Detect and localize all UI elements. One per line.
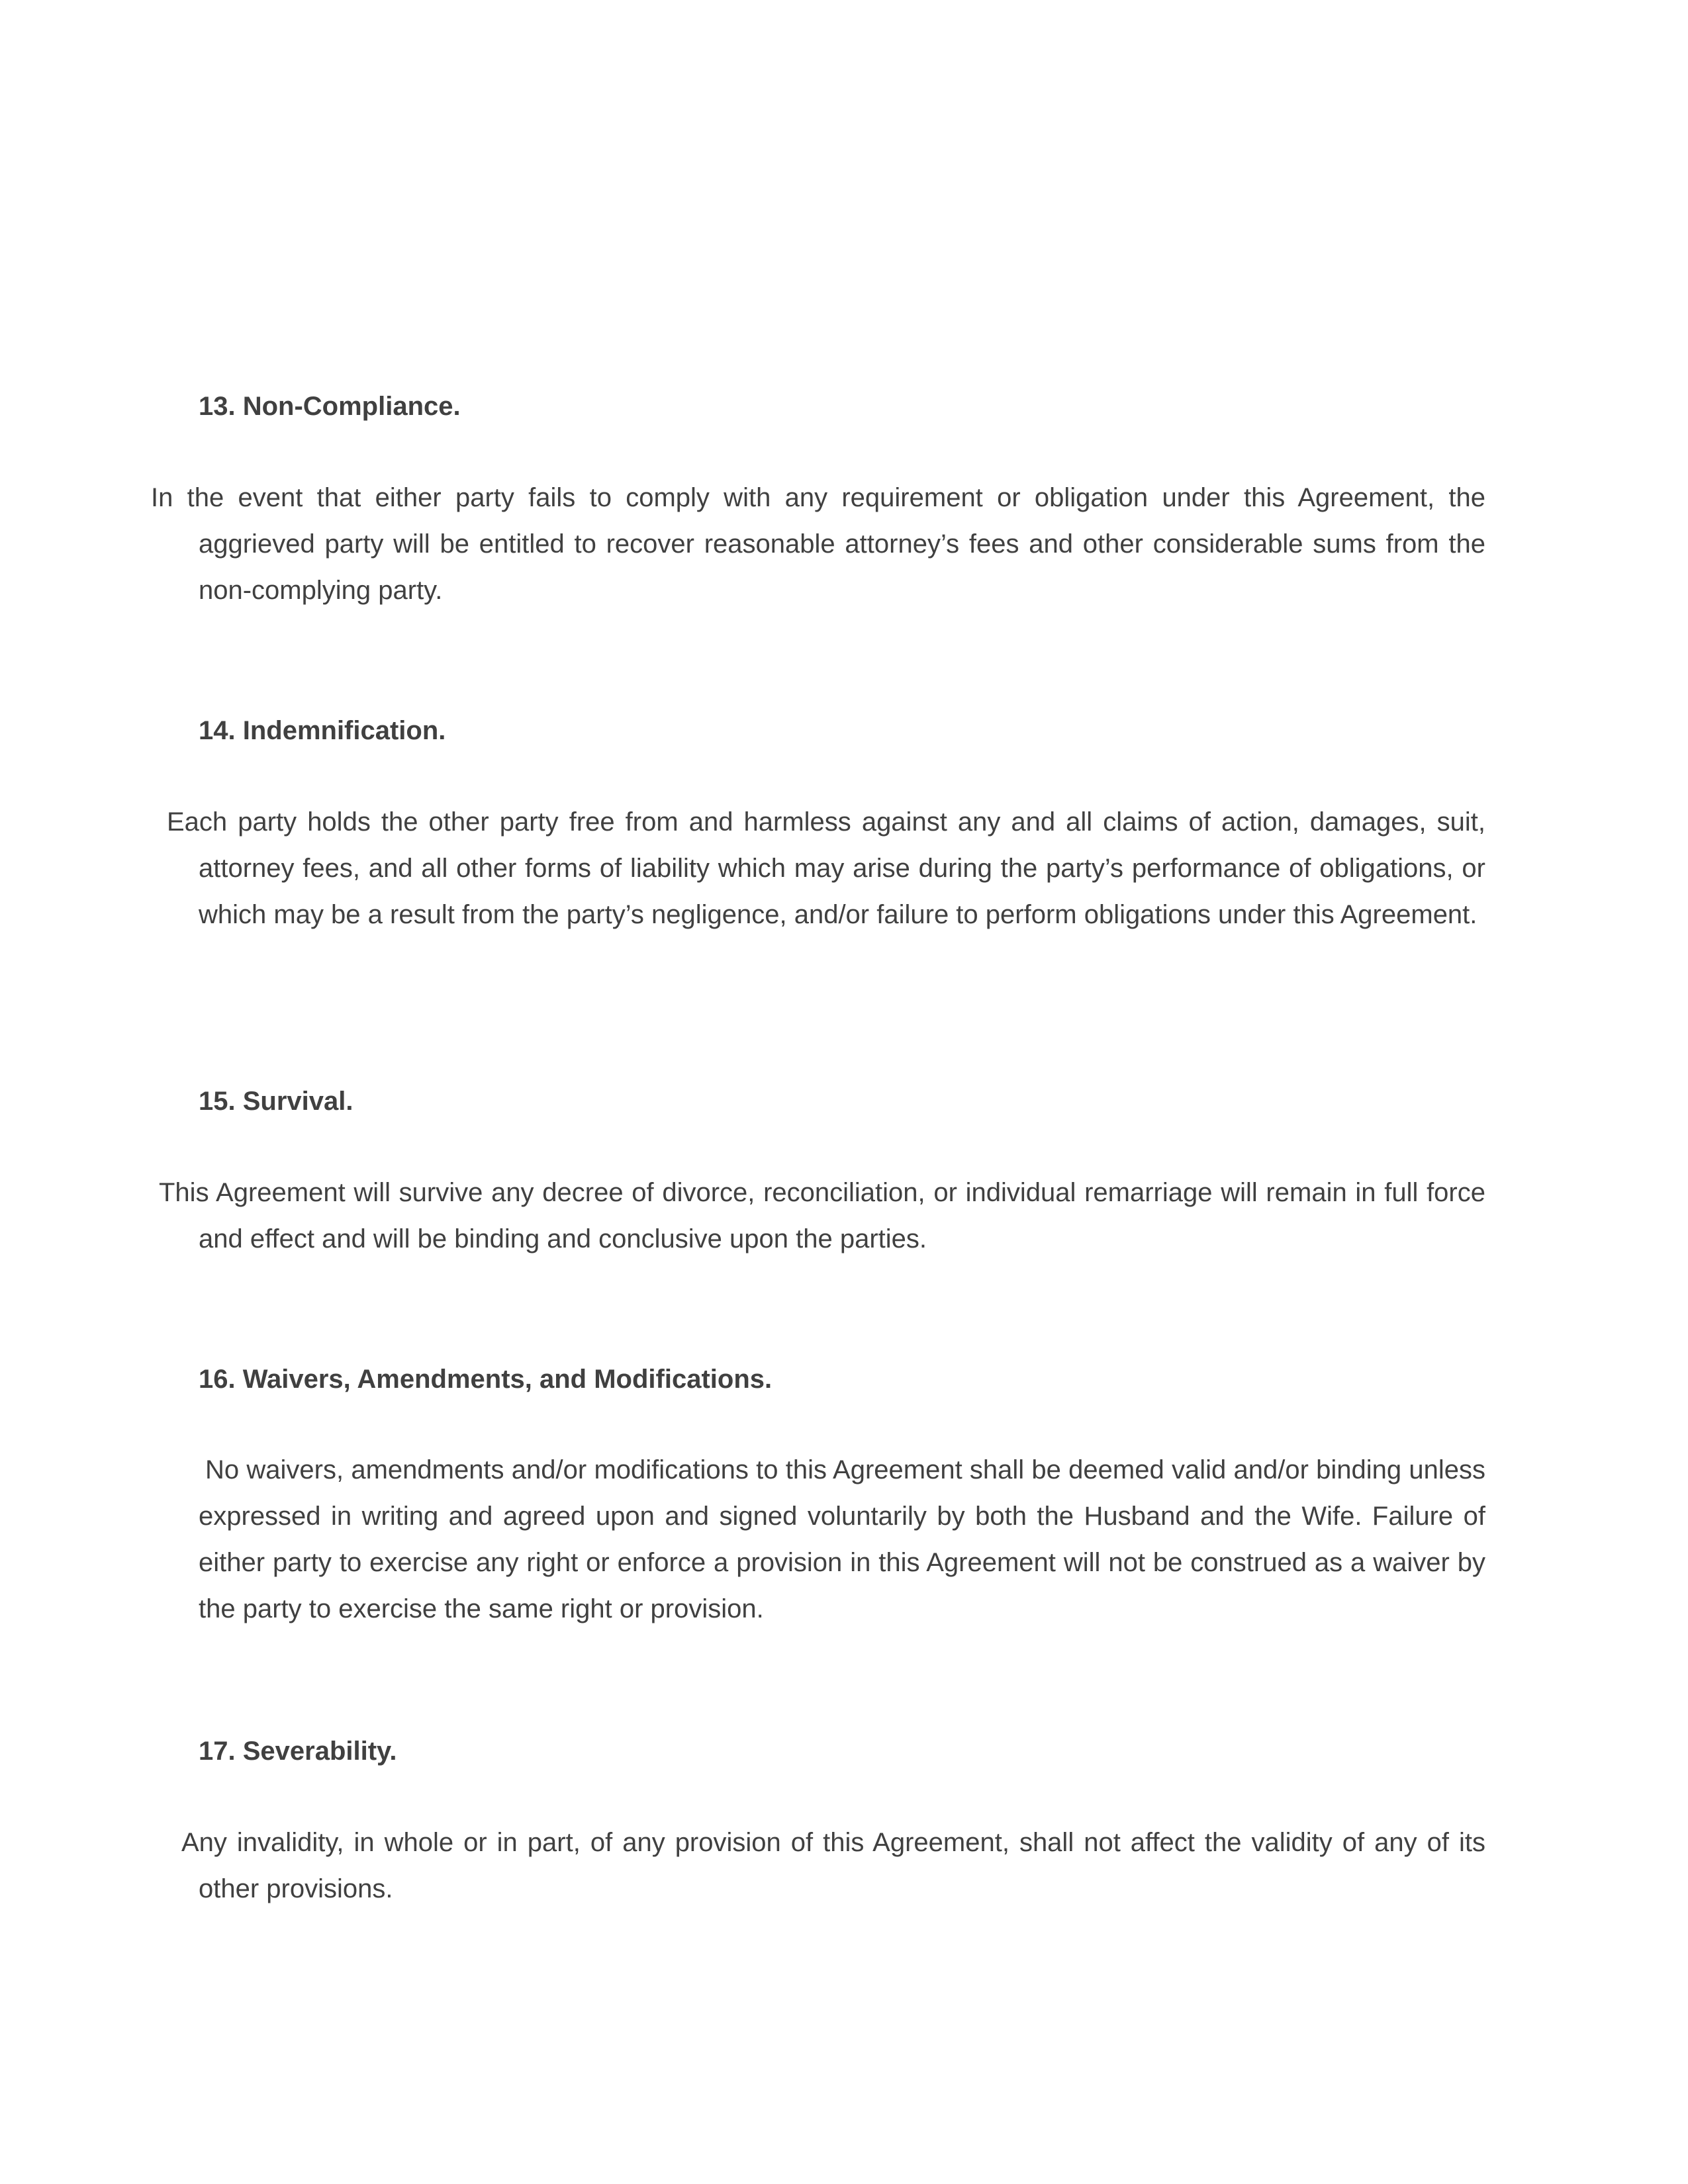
section-heading-indemnification: 14. Indemnification. (199, 716, 446, 745)
section-body-indemnification: Each party holds the other party free from and harmless against any and all claims of action, damages, suit, attorney fees, and all other forms of liability which may arise during the party’s performance of obligations, or which may be a result from the party’s negligence, and/or failure to perform obligations under this Agreement. (167, 807, 1485, 929)
section-body-severability: Any invalidity, in whole or in part, of any provision of this Agreement, shall not affect the validity of any of its other provisions. (181, 1828, 1485, 1903)
section-heading-survival: 15. Survival. (199, 1087, 353, 1116)
section-heading-waivers: 16. Waivers, Amendments, and Modifications. (199, 1365, 773, 1394)
section-body-survival: This Agreement will survive any decree of divorce, reconciliation, or individual remarriage will remain in full force and effect and will be binding and conclusive upon the parties. (159, 1178, 1485, 1253)
section-body-non-compliance: In the event that either party fails to comply with any requirement or obligation under this Agreement, the aggrieved party will be entitled to recover reasonable attorney’s fees and other considerable sums from the non-complying party. (151, 483, 1485, 605)
section-heading-severability: 17. Severability. (199, 1737, 397, 1766)
section-body-waivers: No waivers, amendments and/or modifications to this Agreement shall be deemed valid and/or binding unless expressed in writing and agreed upon and signed voluntarily by both the Husband and the Wife. Failure of either party to exercise any right or enforce a provision in this Agreement will not be construed as a waiver by the party to exercise the same right or provision. (199, 1455, 1485, 1623)
section-heading-non-compliance: 13. Non-Compliance. (199, 392, 461, 421)
